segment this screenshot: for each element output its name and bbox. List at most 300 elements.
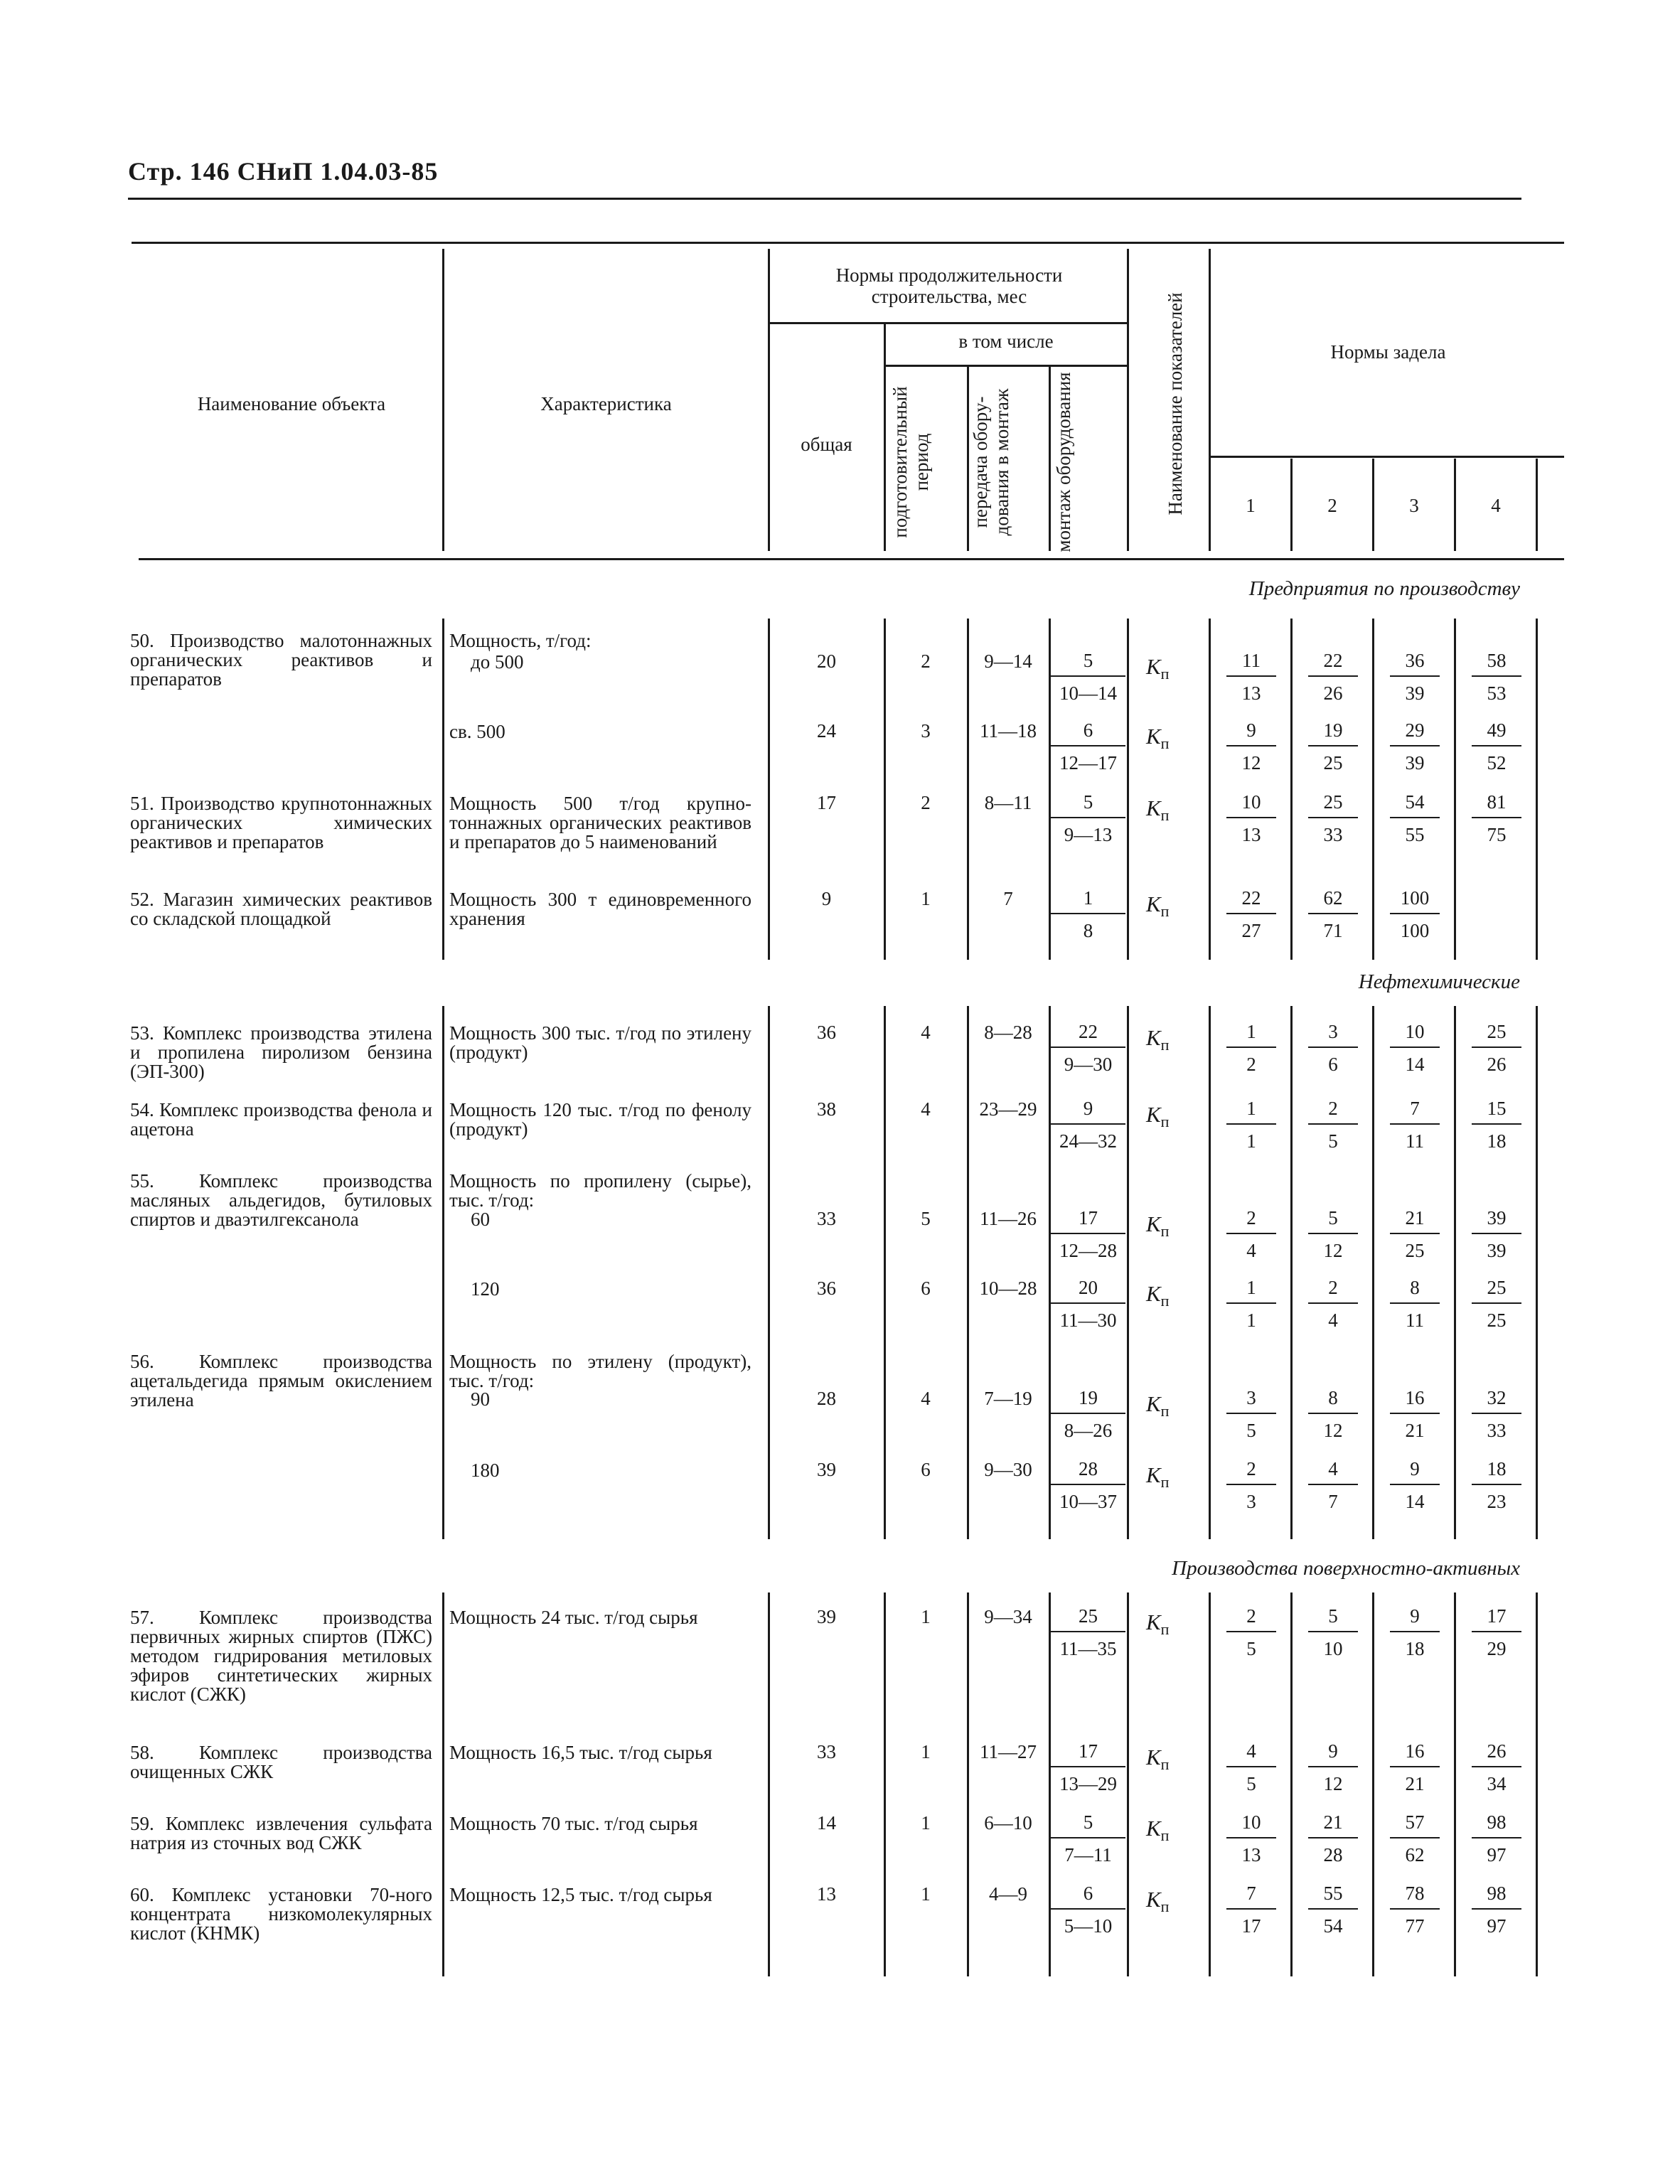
table-column-line xyxy=(1127,619,1129,960)
reserve-value-4 xyxy=(1472,1739,1521,1796)
reserve-value-2-numerator: 25 xyxy=(1323,791,1343,813)
reserve-value-3 xyxy=(1390,790,1440,847)
reserve-value-4 xyxy=(1472,1019,1521,1076)
reserve-value-2 xyxy=(1308,886,1358,943)
table-column-line xyxy=(768,1006,770,1539)
object-name: 60. Комплекс установки 70-ного концентрата низкомолекулярных кислот (КНМК) xyxy=(130,1884,432,1944)
indicator-kp xyxy=(1146,1745,1169,1774)
characteristic: Мощность по этилену (продукт), тыс. т/год: xyxy=(449,1351,751,1391)
equipment-install xyxy=(1051,1881,1125,1938)
col-header-indicator-name: Наименование показателей xyxy=(1165,292,1186,515)
indicator-letter: К xyxy=(1146,1281,1161,1306)
prep-period: 4 xyxy=(921,1022,931,1043)
reserve-value-1-numerator: 2 xyxy=(1246,1605,1256,1627)
equipment-transfer: 10—28 xyxy=(979,1278,1037,1299)
fraction-bar xyxy=(1051,1484,1125,1485)
col-header-equipment-install: монтаж оборудования xyxy=(1053,372,1074,552)
reserve-col-4: 4 xyxy=(1491,495,1501,516)
indicator-subscript: п xyxy=(1160,1292,1170,1310)
indicator-subscript: п xyxy=(1160,665,1170,683)
fraction-bar xyxy=(1226,745,1276,746)
header-vline xyxy=(1536,459,1538,551)
reserve-value-4-denominator: 26 xyxy=(1487,1054,1507,1075)
reserve-value-2 xyxy=(1308,1457,1358,1514)
prep-period: 1 xyxy=(921,1883,931,1905)
indicator-kp xyxy=(1146,1816,1169,1845)
fraction-bar xyxy=(1226,1908,1276,1910)
prep-period: 1 xyxy=(921,1606,931,1627)
indicator-letter: К xyxy=(1146,1887,1161,1912)
fraction-bar xyxy=(1308,1908,1358,1910)
reserve-value-3 xyxy=(1390,1386,1440,1442)
prep-period: 5 xyxy=(921,1208,931,1229)
reserve-value-4-numerator: 32 xyxy=(1487,1387,1507,1408)
reserve-value-3-denominator: 55 xyxy=(1405,824,1425,845)
table-column-line xyxy=(1127,1592,1129,1976)
equipment-install-numerator: 6 xyxy=(1083,1883,1093,1904)
col-header-characteristic: Характеристика xyxy=(540,393,672,414)
reserve-value-4 xyxy=(1472,1604,1521,1661)
reserve-value-2-denominator: 25 xyxy=(1323,752,1343,774)
fraction-bar xyxy=(1308,1837,1358,1838)
fraction-bar xyxy=(1390,1046,1440,1048)
indicator-letter: К xyxy=(1146,796,1161,820)
reserve-value-2-numerator: 5 xyxy=(1328,1605,1338,1627)
total-duration: 33 xyxy=(817,1741,836,1762)
prep-period: 4 xyxy=(921,1098,931,1120)
reserve-value-1-denominator: 3 xyxy=(1246,1491,1256,1512)
equipment-install-numerator: 19 xyxy=(1079,1387,1098,1408)
indicator-letter: К xyxy=(1146,1610,1161,1634)
reserve-value-3 xyxy=(1390,1275,1440,1332)
reserve-value-3-denominator: 100 xyxy=(1400,920,1430,941)
equipment-install-numerator: 20 xyxy=(1079,1277,1098,1298)
reserve-value-3 xyxy=(1390,1604,1440,1661)
equipment-transfer: 7—19 xyxy=(984,1388,1032,1409)
fraction-bar xyxy=(1308,1766,1358,1767)
reserve-value-2-numerator: 62 xyxy=(1323,887,1343,909)
characteristic: Мощность 500 т/год крупнотоннажных органических реактивов и препаратов до 5 наименований xyxy=(449,793,751,852)
characteristic: Мощность 16,5 тыс. т/год сырья xyxy=(449,1742,712,1763)
fraction-bar xyxy=(1051,1766,1125,1767)
table-column-line xyxy=(1290,1592,1293,1976)
reserve-value-2 xyxy=(1308,1604,1358,1661)
characteristic-value: 120 xyxy=(471,1278,500,1300)
reserve-value-1 xyxy=(1226,1810,1276,1867)
reserve-value-1 xyxy=(1226,1206,1276,1263)
fraction-bar xyxy=(1390,1302,1440,1304)
section-title: Производства поверхностно-активных xyxy=(1172,1557,1520,1580)
reserve-value-1-denominator: 5 xyxy=(1246,1420,1256,1441)
reserve-value-1-numerator: 1 xyxy=(1246,1277,1256,1298)
equipment-install-numerator: 17 xyxy=(1079,1207,1098,1228)
table-column-line xyxy=(1372,1006,1374,1539)
fraction-bar xyxy=(1051,1046,1125,1048)
reserve-value-4 xyxy=(1472,1810,1521,1867)
table-column-line xyxy=(1290,1006,1293,1539)
reserve-value-1-denominator: 12 xyxy=(1241,752,1261,774)
table-column-line xyxy=(884,1592,886,1976)
prep-period: 2 xyxy=(921,651,931,672)
reserve-value-3-denominator: 11 xyxy=(1406,1310,1424,1331)
reserve-value-1-denominator: 2 xyxy=(1246,1054,1256,1075)
fraction-bar xyxy=(1390,1123,1440,1125)
reserve-value-1 xyxy=(1226,1096,1276,1153)
indicator-subscript: п xyxy=(1160,1897,1170,1916)
equipment-install-denominator: 7—11 xyxy=(1064,1844,1112,1866)
reserve-value-3-numerator: 7 xyxy=(1410,1098,1420,1119)
total-duration: 24 xyxy=(817,720,836,742)
reserve-value-2 xyxy=(1308,1019,1358,1076)
equipment-transfer: 8—28 xyxy=(984,1022,1032,1043)
reserve-value-2-numerator: 19 xyxy=(1323,719,1343,741)
reserve-value-4-denominator: 33 xyxy=(1487,1420,1507,1441)
equipment-transfer: 6—10 xyxy=(984,1812,1032,1834)
indicator-kp xyxy=(1146,724,1169,753)
equipment-install xyxy=(1051,1810,1125,1867)
reserve-value-1-numerator: 1 xyxy=(1246,1021,1256,1042)
col-header-including: в том числе xyxy=(958,331,1054,352)
reserve-value-1-denominator: 1 xyxy=(1246,1130,1256,1152)
equipment-transfer: 9—30 xyxy=(984,1459,1032,1480)
reserve-value-1-numerator: 7 xyxy=(1246,1883,1256,1904)
reserve-value-3-denominator: 18 xyxy=(1405,1638,1425,1659)
reserve-value-2 xyxy=(1308,1739,1358,1796)
reserve-value-1 xyxy=(1226,648,1276,705)
fraction-bar xyxy=(1472,1123,1521,1125)
table-column-line xyxy=(1209,1006,1211,1539)
equipment-install-denominator: 12—17 xyxy=(1059,752,1117,774)
fraction-bar xyxy=(1051,1908,1125,1910)
reserve-value-1-numerator: 11 xyxy=(1242,650,1261,671)
table-column-line xyxy=(1454,619,1456,960)
reserve-value-2 xyxy=(1308,718,1358,775)
fraction-bar xyxy=(1308,1631,1358,1632)
equipment-transfer: 7 xyxy=(1003,888,1013,909)
indicator-subscript: п xyxy=(1160,902,1170,921)
reserve-value-1-denominator: 17 xyxy=(1241,1915,1261,1937)
fraction-bar xyxy=(1472,1766,1521,1767)
reserve-value-2-denominator: 71 xyxy=(1323,920,1343,941)
fraction-bar xyxy=(1308,745,1358,746)
reserve-value-4-denominator: 34 xyxy=(1487,1773,1507,1794)
total-duration: 36 xyxy=(817,1278,836,1299)
fraction-bar xyxy=(1472,1302,1521,1304)
fraction-bar xyxy=(1472,1837,1521,1838)
table-header-bottom-rule xyxy=(139,558,1564,560)
prep-period: 2 xyxy=(921,792,931,813)
reserve-value-4-denominator: 97 xyxy=(1487,1844,1507,1866)
reserve-value-1 xyxy=(1226,1386,1276,1442)
col-header-equipment-transfer: передача оборудования в монтаж xyxy=(970,388,1012,536)
reserve-value-2-denominator: 12 xyxy=(1323,1773,1343,1794)
reserve-value-1-numerator: 10 xyxy=(1241,791,1261,813)
indicator-kp xyxy=(1146,1391,1169,1420)
object-name: 57. Комплекс производства первичных жирных спиртов (ПЖС) методом гидрирования метиловых эфиров синтетических жирных кислот (СЖК) xyxy=(130,1607,432,1705)
object-name: 52. Магазин химических реактивов со складской площадкой xyxy=(130,889,432,929)
equipment-install-denominator: 10—37 xyxy=(1059,1491,1117,1512)
header-vline xyxy=(1049,366,1051,551)
table-column-line xyxy=(1536,1592,1538,1976)
reserve-value-1 xyxy=(1226,1019,1276,1076)
table-column-line xyxy=(967,1592,969,1976)
equipment-install-denominator: 10—14 xyxy=(1059,682,1117,704)
prep-period: 1 xyxy=(921,888,931,909)
prep-period: 4 xyxy=(921,1388,931,1409)
table-column-line xyxy=(1372,619,1374,960)
fraction-bar xyxy=(1308,1123,1358,1125)
fraction-bar xyxy=(1390,817,1440,818)
reserve-value-3 xyxy=(1390,1881,1440,1938)
table-column-line xyxy=(1454,1592,1456,1976)
prep-period: 6 xyxy=(921,1278,931,1299)
prep-period: 6 xyxy=(921,1459,931,1480)
indicator-subscript: п xyxy=(1160,1113,1170,1131)
equipment-install-numerator: 17 xyxy=(1079,1740,1098,1762)
reserve-value-2-denominator: 26 xyxy=(1323,682,1343,704)
indicator-letter: К xyxy=(1146,1391,1161,1416)
reserve-value-3 xyxy=(1390,1810,1440,1867)
reserve-value-1-denominator: 1 xyxy=(1246,1310,1256,1331)
fraction-bar xyxy=(1226,817,1276,818)
object-name: 51. Производство крупнотоннажных органических химических реактивов и препаратов xyxy=(130,793,432,852)
equipment-install-numerator: 22 xyxy=(1079,1021,1098,1042)
equipment-install-denominator: 11—35 xyxy=(1059,1638,1117,1659)
reserve-value-4-numerator: 15 xyxy=(1487,1098,1507,1119)
characteristic: Мощность 300 т единовременного хранения xyxy=(449,889,751,929)
fraction-bar xyxy=(1308,675,1358,677)
indicator-kp xyxy=(1146,1462,1169,1492)
reserve-value-4-numerator: 98 xyxy=(1487,1883,1507,1904)
table-column-line xyxy=(1536,619,1538,960)
reserve-value-4-numerator: 81 xyxy=(1487,791,1507,813)
reserve-col-2: 2 xyxy=(1327,495,1337,516)
table-column-line xyxy=(768,619,770,960)
fraction-bar xyxy=(1051,745,1125,746)
indicator-kp xyxy=(1146,654,1169,683)
total-duration: 9 xyxy=(821,888,832,909)
reserve-value-1-numerator: 3 xyxy=(1246,1387,1256,1408)
reserve-value-2-denominator: 12 xyxy=(1323,1240,1343,1261)
reserve-value-1-numerator: 2 xyxy=(1246,1207,1256,1228)
equipment-install-numerator: 1 xyxy=(1083,887,1093,909)
reserve-value-1-denominator: 5 xyxy=(1246,1773,1256,1794)
equipment-install-denominator: 9—13 xyxy=(1064,824,1113,845)
indicator-subscript: п xyxy=(1160,1036,1170,1054)
reserve-value-3-numerator: 8 xyxy=(1410,1277,1420,1298)
reserve-value-1 xyxy=(1226,1739,1276,1796)
fraction-bar xyxy=(1051,1413,1125,1414)
indicator-subscript: п xyxy=(1160,1473,1170,1492)
equipment-install xyxy=(1051,1096,1125,1153)
reserve-value-3-denominator: 21 xyxy=(1405,1420,1425,1441)
reserve-value-3 xyxy=(1390,1206,1440,1263)
total-duration: 39 xyxy=(817,1459,836,1480)
fraction-bar xyxy=(1051,1631,1125,1632)
fraction-bar xyxy=(1472,675,1521,677)
fraction-bar xyxy=(1051,817,1125,818)
indicator-kp xyxy=(1146,1102,1169,1131)
fraction-bar xyxy=(1472,817,1521,818)
reserve-value-2-denominator: 28 xyxy=(1323,1844,1343,1866)
fraction-bar xyxy=(1472,1484,1521,1485)
reserve-value-2-denominator: 54 xyxy=(1323,1915,1343,1937)
reserve-value-4-denominator: 39 xyxy=(1487,1240,1507,1261)
equipment-install xyxy=(1051,1739,1125,1796)
characteristic: Мощность 24 тыс. т/год сырья xyxy=(449,1607,698,1628)
indicator-letter: К xyxy=(1146,1025,1161,1050)
equipment-install xyxy=(1051,1604,1125,1661)
fraction-bar xyxy=(1390,913,1440,914)
reserve-value-1-denominator: 13 xyxy=(1241,1844,1261,1866)
prep-period: 3 xyxy=(921,720,931,742)
reserve-value-4-numerator: 49 xyxy=(1487,719,1507,741)
fraction-bar xyxy=(1390,1413,1440,1414)
total-duration: 17 xyxy=(817,792,836,813)
reserve-value-4-numerator: 58 xyxy=(1487,650,1507,671)
equipment-transfer: 8—11 xyxy=(984,792,1032,813)
col-header-reserve-norms: Нормы задела xyxy=(1330,341,1446,363)
indicator-subscript: п xyxy=(1160,1755,1170,1774)
fraction-bar xyxy=(1472,1908,1521,1910)
indicator-kp xyxy=(1146,796,1169,825)
fraction-bar xyxy=(1051,1837,1125,1838)
reserve-value-4-numerator: 17 xyxy=(1487,1605,1507,1627)
equipment-install-numerator: 9 xyxy=(1083,1098,1093,1119)
fraction-bar xyxy=(1226,675,1276,677)
reserve-value-2-numerator: 4 xyxy=(1328,1458,1338,1479)
equipment-install xyxy=(1051,1275,1125,1332)
reserve-value-4 xyxy=(1472,1206,1521,1263)
reserve-value-2 xyxy=(1308,1881,1358,1938)
equipment-install xyxy=(1051,886,1125,943)
reserve-value-4-numerator: 39 xyxy=(1487,1207,1507,1228)
indicator-kp xyxy=(1146,1211,1169,1241)
equipment-install-numerator: 5 xyxy=(1083,650,1093,671)
reserve-value-3-numerator: 57 xyxy=(1405,1811,1425,1833)
table-column-line xyxy=(1372,1592,1374,1976)
equipment-transfer: 23—29 xyxy=(979,1098,1037,1120)
equipment-install xyxy=(1051,1019,1125,1076)
characteristic-value: 180 xyxy=(471,1460,500,1481)
section-title: Предприятия по производству xyxy=(1248,577,1520,600)
reserve-value-2-numerator: 2 xyxy=(1328,1277,1338,1298)
indicator-kp xyxy=(1146,892,1169,921)
total-duration: 14 xyxy=(817,1812,836,1834)
fraction-bar xyxy=(1308,1233,1358,1234)
reserve-value-3-numerator: 78 xyxy=(1405,1883,1425,1904)
reserve-value-1-numerator: 2 xyxy=(1246,1458,1256,1479)
equipment-install-denominator: 5—10 xyxy=(1064,1915,1113,1937)
reserve-value-2-denominator: 6 xyxy=(1328,1054,1338,1075)
reserve-value-4-denominator: 18 xyxy=(1487,1130,1507,1152)
reserve-value-4-numerator: 18 xyxy=(1487,1458,1507,1479)
fraction-bar xyxy=(1226,1123,1276,1125)
reserve-value-2-numerator: 21 xyxy=(1323,1811,1343,1833)
indicator-kp xyxy=(1146,1025,1169,1054)
equipment-install-denominator: 8—26 xyxy=(1064,1420,1113,1441)
reserve-value-4-denominator: 75 xyxy=(1487,824,1507,845)
indicator-letter: К xyxy=(1146,724,1161,749)
fraction-bar xyxy=(1226,1302,1276,1304)
table-column-line xyxy=(1209,1592,1211,1976)
characteristic: Мощность по пропилену (сырье), тыс. т/год: xyxy=(449,1170,751,1211)
reserve-value-4 xyxy=(1472,1457,1521,1514)
fraction-bar xyxy=(1051,1123,1125,1125)
reserve-value-2-denominator: 33 xyxy=(1323,824,1343,845)
prep-period: 1 xyxy=(921,1812,931,1834)
reserve-value-3-numerator: 10 xyxy=(1405,1021,1425,1042)
indicator-subscript: п xyxy=(1160,1222,1170,1241)
reserve-value-3 xyxy=(1390,648,1440,705)
reserve-value-2-numerator: 8 xyxy=(1328,1387,1338,1408)
characteristic-value: 90 xyxy=(471,1388,490,1410)
indicator-subscript: п xyxy=(1160,734,1170,753)
reserve-value-3-numerator: 100 xyxy=(1400,887,1430,909)
reserve-value-2-denominator: 7 xyxy=(1328,1491,1338,1512)
indicator-kp xyxy=(1146,1610,1169,1639)
equipment-install xyxy=(1051,718,1125,775)
reserve-value-1-numerator: 22 xyxy=(1241,887,1261,909)
indicator-subscript: п xyxy=(1160,1620,1170,1639)
fraction-bar xyxy=(1390,1484,1440,1485)
indicator-letter: К xyxy=(1146,1816,1161,1841)
equipment-install-numerator: 25 xyxy=(1079,1605,1098,1627)
characteristic-value: св. 500 xyxy=(449,721,505,742)
indicator-subscript: п xyxy=(1160,806,1170,825)
reserve-value-3-numerator: 21 xyxy=(1405,1207,1425,1228)
reserve-value-1-numerator: 9 xyxy=(1246,719,1256,741)
reserve-value-1-denominator: 5 xyxy=(1246,1638,1256,1659)
reserve-value-2-denominator: 4 xyxy=(1328,1310,1338,1331)
reserve-value-2-numerator: 2 xyxy=(1328,1098,1338,1119)
characteristic: Мощность 12,5 тыс. т/год сырья xyxy=(449,1884,712,1905)
fraction-bar xyxy=(1308,1302,1358,1304)
reserve-value-3 xyxy=(1390,1457,1440,1514)
reserve-value-2 xyxy=(1308,648,1358,705)
equipment-transfer: 11—26 xyxy=(980,1208,1037,1229)
equipment-install-denominator: 8 xyxy=(1083,920,1093,941)
equipment-install-numerator: 5 xyxy=(1083,791,1093,813)
reserve-value-1 xyxy=(1226,1275,1276,1332)
reserve-value-4-denominator: 97 xyxy=(1487,1915,1507,1937)
characteristic-value: до 500 xyxy=(471,651,524,673)
indicator-letter: К xyxy=(1146,1102,1161,1127)
reserve-value-4 xyxy=(1472,1096,1521,1153)
equipment-transfer: 9—34 xyxy=(984,1606,1032,1627)
reserve-value-2-numerator: 5 xyxy=(1328,1207,1338,1228)
reserve-value-2-denominator: 12 xyxy=(1323,1420,1343,1441)
duration-subrule xyxy=(770,322,1127,324)
reserve-value-2 xyxy=(1308,1386,1358,1442)
characteristic: Мощность 120 тыс. т/год по фенолу (продукт) xyxy=(449,1099,751,1140)
reserve-value-1-denominator: 4 xyxy=(1246,1240,1256,1261)
total-duration: 20 xyxy=(817,651,836,672)
equipment-install xyxy=(1051,1386,1125,1442)
fraction-bar xyxy=(1226,1837,1276,1838)
table-column-line xyxy=(1127,1006,1129,1539)
reserve-value-2-numerator: 55 xyxy=(1323,1883,1343,1904)
reserve-value-4-denominator: 25 xyxy=(1487,1310,1507,1331)
table-column-line xyxy=(442,1592,444,1976)
equipment-install xyxy=(1051,790,1125,847)
fraction-bar xyxy=(1226,1413,1276,1414)
fraction-bar xyxy=(1390,1631,1440,1632)
object-name: 59. Комплекс извлечения сульфата натрия из сточных вод СЖК xyxy=(130,1813,432,1853)
reserve-value-2 xyxy=(1308,1810,1358,1867)
table-column-line xyxy=(1454,1006,1456,1539)
header-vline xyxy=(967,366,969,551)
